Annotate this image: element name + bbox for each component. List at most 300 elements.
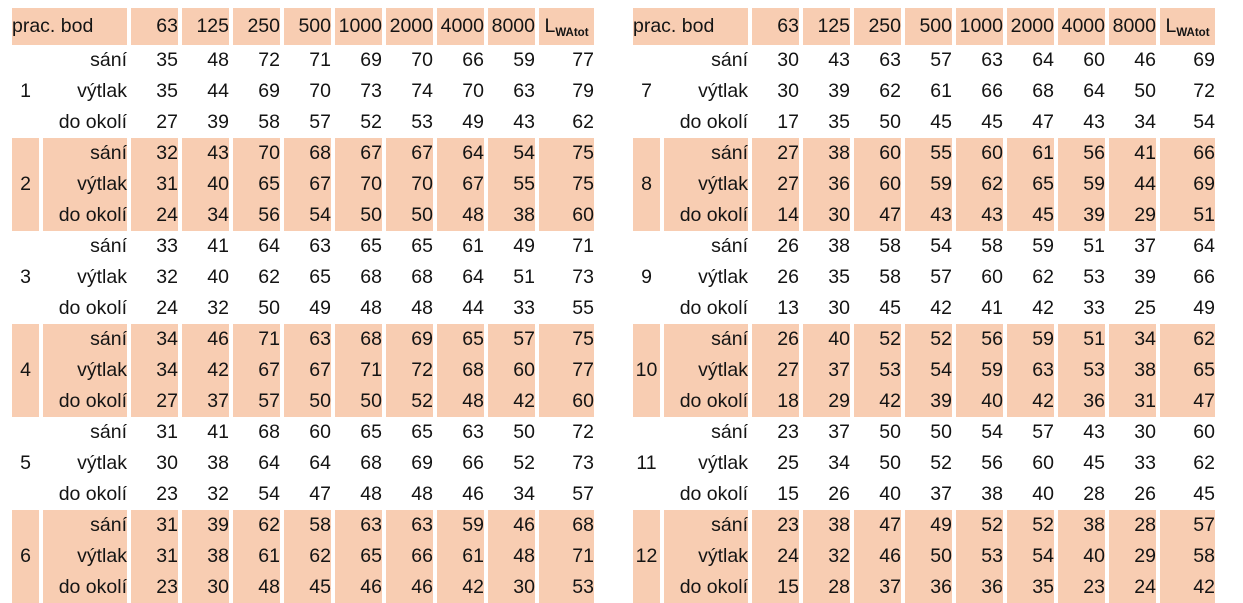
value-cell: 37: [182, 386, 229, 417]
table-row: [12, 262, 594, 293]
value-cell: 64: [1007, 45, 1054, 76]
value-cell: 60: [284, 417, 331, 448]
value-cell: 59: [905, 169, 952, 200]
value-cell: 61: [437, 231, 484, 262]
value-cell: 71: [284, 45, 331, 76]
value-cell: 30: [1109, 417, 1156, 448]
value-cell: 46: [1109, 45, 1156, 76]
value-cell: 27: [131, 386, 178, 417]
value-cell: 18: [752, 386, 799, 417]
value-cell: 27: [752, 355, 799, 386]
value-cell: 23: [752, 510, 799, 541]
table-row: [12, 293, 594, 324]
value-cell: 30: [182, 572, 229, 603]
value-cell: 25: [1109, 293, 1156, 324]
value-cell: 40: [182, 169, 229, 200]
value-cell: 43: [1058, 107, 1105, 138]
value-cell: 53: [854, 355, 901, 386]
value-cell: 46: [335, 572, 382, 603]
total-value-cell: 77: [539, 45, 594, 76]
total-value-cell: 60: [1160, 417, 1215, 448]
total-value-cell: 71: [539, 231, 594, 262]
column-header-freq-4000: 4000: [437, 8, 484, 45]
total-value-cell: 58: [1160, 541, 1215, 572]
table-row: [12, 76, 594, 107]
value-cell: 63: [1007, 355, 1054, 386]
value-cell: 72: [233, 45, 280, 76]
value-cell: 46: [386, 572, 433, 603]
value-cell: 54: [233, 479, 280, 510]
value-cell: 42: [1007, 386, 1054, 417]
value-cell: 50: [905, 417, 952, 448]
value-cell: 31: [131, 169, 178, 200]
value-cell: 34: [1109, 107, 1156, 138]
value-cell: 41: [182, 231, 229, 262]
value-cell: 40: [803, 324, 850, 355]
table-row: [12, 479, 594, 510]
value-cell: 63: [437, 417, 484, 448]
value-cell: 54: [956, 417, 1003, 448]
value-cell: 74: [386, 76, 433, 107]
header-row: [633, 8, 1215, 45]
value-cell: 51: [1058, 231, 1105, 262]
value-cell: 14: [752, 200, 799, 231]
value-cell: 55: [905, 138, 952, 169]
row-label: výtlak: [43, 448, 127, 479]
value-cell: 35: [131, 76, 178, 107]
value-cell: 54: [905, 355, 952, 386]
value-cell: 39: [1109, 262, 1156, 293]
value-cell: 62: [854, 76, 901, 107]
value-cell: 23: [131, 572, 178, 603]
value-cell: 29: [803, 386, 850, 417]
value-cell: 71: [335, 355, 382, 386]
value-cell: 50: [854, 448, 901, 479]
value-cell: 45: [284, 572, 331, 603]
value-cell: 64: [284, 448, 331, 479]
row-label: sání: [43, 510, 127, 541]
table-row: [12, 417, 594, 448]
value-cell: 63: [386, 510, 433, 541]
table-row: [633, 200, 1215, 231]
value-cell: 26: [803, 479, 850, 510]
value-cell: 56: [956, 448, 1003, 479]
value-cell: 48: [488, 541, 535, 572]
value-cell: 68: [437, 355, 484, 386]
value-cell: 36: [1058, 386, 1105, 417]
row-label: do okolí: [43, 572, 127, 603]
value-cell: 35: [131, 45, 178, 76]
value-cell: 30: [131, 448, 178, 479]
value-cell: 50: [335, 200, 382, 231]
value-cell: 68: [335, 262, 382, 293]
value-cell: 46: [182, 324, 229, 355]
column-header-freq-8000: 8000: [1109, 8, 1156, 45]
column-header-freq-2000: 2000: [386, 8, 433, 45]
value-cell: 67: [437, 169, 484, 200]
value-cell: 33: [131, 231, 178, 262]
value-cell: 47: [854, 200, 901, 231]
value-cell: 37: [854, 572, 901, 603]
value-cell: 40: [1007, 479, 1054, 510]
value-cell: 70: [437, 76, 484, 107]
table-row: [633, 293, 1215, 324]
value-cell: 57: [1007, 417, 1054, 448]
value-cell: 60: [854, 169, 901, 200]
value-cell: 48: [335, 293, 382, 324]
value-cell: 42: [854, 386, 901, 417]
value-cell: 60: [956, 138, 1003, 169]
value-cell: 26: [752, 324, 799, 355]
value-cell: 58: [854, 262, 901, 293]
row-label: výtlak: [664, 169, 748, 200]
value-cell: 38: [956, 479, 1003, 510]
total-value-cell: 72: [1160, 76, 1215, 107]
value-cell: 57: [233, 386, 280, 417]
value-cell: 36: [956, 572, 1003, 603]
row-label: do okolí: [43, 293, 127, 324]
value-cell: 50: [233, 293, 280, 324]
total-value-cell: 71: [539, 541, 594, 572]
value-cell: 64: [437, 138, 484, 169]
value-cell: 62: [1007, 262, 1054, 293]
total-value-cell: 55: [539, 293, 594, 324]
value-cell: 65: [386, 417, 433, 448]
value-cell: 56: [233, 200, 280, 231]
value-cell: 72: [386, 355, 433, 386]
value-cell: 46: [488, 510, 535, 541]
value-cell: 65: [335, 541, 382, 572]
row-label: sání: [43, 324, 127, 355]
column-header-freq-63: 63: [752, 8, 799, 45]
value-cell: 50: [335, 386, 382, 417]
value-cell: 53: [386, 107, 433, 138]
value-cell: 49: [905, 510, 952, 541]
table-row: [633, 76, 1215, 107]
value-cell: 60: [956, 262, 1003, 293]
total-value-cell: 54: [1160, 107, 1215, 138]
value-cell: 52: [905, 324, 952, 355]
value-cell: 56: [1058, 138, 1105, 169]
working-point-number: 10: [633, 324, 660, 417]
total-value-cell: 53: [539, 572, 594, 603]
value-cell: 15: [752, 572, 799, 603]
value-cell: 63: [488, 76, 535, 107]
value-cell: 43: [956, 200, 1003, 231]
row-label: sání: [43, 231, 127, 262]
working-point-number: 1: [12, 45, 39, 138]
value-cell: 24: [1109, 572, 1156, 603]
column-header-freq-8000: 8000: [488, 8, 535, 45]
row-label: do okolí: [664, 293, 748, 324]
table-row: [12, 138, 594, 169]
value-cell: 43: [803, 45, 850, 76]
value-cell: 58: [854, 231, 901, 262]
value-cell: 42: [1007, 293, 1054, 324]
total-value-cell: 73: [539, 448, 594, 479]
column-header-freq-125: 125: [182, 8, 229, 45]
value-cell: 52: [488, 448, 535, 479]
value-cell: 38: [803, 231, 850, 262]
row-label: do okolí: [43, 479, 127, 510]
value-cell: 25: [752, 448, 799, 479]
table-row: [633, 262, 1215, 293]
value-cell: 54: [488, 138, 535, 169]
value-cell: 56: [956, 324, 1003, 355]
value-cell: 35: [1007, 572, 1054, 603]
value-cell: 38: [1058, 510, 1105, 541]
value-cell: 31: [131, 510, 178, 541]
value-cell: 33: [488, 293, 535, 324]
value-cell: 45: [1058, 448, 1105, 479]
value-cell: 38: [803, 510, 850, 541]
value-cell: 48: [233, 572, 280, 603]
table-row: [633, 417, 1215, 448]
value-cell: 27: [131, 107, 178, 138]
value-cell: 26: [752, 231, 799, 262]
table-row: [633, 448, 1215, 479]
row-label: sání: [43, 45, 127, 76]
value-cell: 44: [1109, 169, 1156, 200]
value-cell: 42: [905, 293, 952, 324]
table-row: [12, 541, 594, 572]
value-cell: 35: [803, 262, 850, 293]
value-cell: 32: [182, 479, 229, 510]
value-cell: 44: [437, 293, 484, 324]
value-cell: 36: [803, 169, 850, 200]
working-point-number: 2: [12, 138, 39, 231]
value-cell: 45: [1007, 200, 1054, 231]
total-value-cell: 49: [1160, 293, 1215, 324]
row-label: do okolí: [664, 107, 748, 138]
value-cell: 60: [488, 355, 535, 386]
value-cell: 50: [854, 417, 901, 448]
value-cell: 52: [956, 510, 1003, 541]
value-cell: 24: [131, 293, 178, 324]
value-cell: 53: [1058, 355, 1105, 386]
value-cell: 42: [437, 572, 484, 603]
column-header-freq-1000: 1000: [956, 8, 1003, 45]
total-value-cell: 75: [539, 169, 594, 200]
value-cell: 34: [182, 200, 229, 231]
table-row: [12, 45, 594, 76]
value-cell: 43: [488, 107, 535, 138]
value-cell: 59: [1007, 231, 1054, 262]
column-header-freq-500: 500: [905, 8, 952, 45]
value-cell: 50: [854, 107, 901, 138]
value-cell: 41: [956, 293, 1003, 324]
value-cell: 27: [752, 169, 799, 200]
value-cell: 31: [1109, 386, 1156, 417]
value-cell: 39: [905, 386, 952, 417]
value-cell: 30: [752, 45, 799, 76]
value-cell: 50: [1109, 76, 1156, 107]
value-cell: 40: [1058, 541, 1105, 572]
column-header-lwatot: [1160, 8, 1215, 45]
table-row: [12, 324, 594, 355]
value-cell: 64: [437, 262, 484, 293]
column-header-freq-63: 63: [131, 8, 178, 45]
value-cell: 62: [956, 169, 1003, 200]
column-header-freq-500: 500: [284, 8, 331, 45]
value-cell: 15: [752, 479, 799, 510]
value-cell: 52: [905, 448, 952, 479]
value-cell: 66: [437, 448, 484, 479]
row-label: sání: [664, 231, 748, 262]
row-label: sání: [664, 324, 748, 355]
value-cell: 52: [335, 107, 382, 138]
value-cell: 50: [488, 417, 535, 448]
value-cell: 52: [1007, 510, 1054, 541]
value-cell: 73: [335, 76, 382, 107]
value-cell: 65: [335, 417, 382, 448]
column-header-freq-125: 125: [803, 8, 850, 45]
value-cell: 63: [284, 231, 331, 262]
value-cell: 67: [386, 138, 433, 169]
row-label: výtlak: [43, 541, 127, 572]
value-cell: 65: [284, 262, 331, 293]
value-cell: 30: [752, 76, 799, 107]
value-cell: 52: [854, 324, 901, 355]
total-value-cell: 75: [539, 324, 594, 355]
total-value-cell: 60: [539, 200, 594, 231]
row-label: sání: [664, 138, 748, 169]
value-cell: 38: [488, 200, 535, 231]
total-value-cell: 64: [1160, 231, 1215, 262]
value-cell: 67: [233, 355, 280, 386]
value-cell: 45: [905, 107, 952, 138]
total-value-cell: 72: [539, 417, 594, 448]
value-cell: 24: [131, 200, 178, 231]
value-cell: 63: [284, 324, 331, 355]
value-cell: 48: [182, 45, 229, 76]
value-cell: 47: [284, 479, 331, 510]
value-cell: 42: [488, 386, 535, 417]
working-point-number: 11: [633, 417, 660, 510]
value-cell: 51: [1058, 324, 1105, 355]
total-value-cell: 42: [1160, 572, 1215, 603]
value-cell: 47: [854, 510, 901, 541]
total-value-cell: 66: [1160, 138, 1215, 169]
value-cell: 44: [182, 76, 229, 107]
total-value-cell: 62: [539, 107, 594, 138]
table-row: [12, 107, 594, 138]
row-label: sání: [664, 417, 748, 448]
value-cell: 50: [386, 200, 433, 231]
column-header-freq-250: 250: [233, 8, 280, 45]
value-cell: 32: [182, 293, 229, 324]
value-cell: 66: [386, 541, 433, 572]
table-row: [633, 479, 1215, 510]
value-cell: 57: [905, 262, 952, 293]
table-row: [633, 355, 1215, 386]
value-cell: 48: [437, 386, 484, 417]
row-label: do okolí: [43, 107, 127, 138]
column-header-freq-4000: 4000: [1058, 8, 1105, 45]
total-value-cell: 79: [539, 76, 594, 107]
value-cell: 28: [803, 572, 850, 603]
value-cell: 59: [488, 45, 535, 76]
total-value-cell: 77: [539, 355, 594, 386]
table-row: [633, 138, 1215, 169]
value-cell: 60: [1007, 448, 1054, 479]
row-label: sání: [43, 138, 127, 169]
value-cell: 34: [131, 324, 178, 355]
column-header-prac-bod: prac. bod: [12, 8, 127, 45]
value-cell: 48: [386, 293, 433, 324]
table-row: [12, 572, 594, 603]
value-cell: 39: [1058, 200, 1105, 231]
value-cell: 58: [956, 231, 1003, 262]
value-cell: 38: [1109, 355, 1156, 386]
working-point-number: 6: [12, 510, 39, 603]
table-row: [12, 355, 594, 386]
value-cell: 59: [956, 355, 1003, 386]
value-cell: 54: [284, 200, 331, 231]
value-cell: 61: [905, 76, 952, 107]
column-header-freq-250: 250: [854, 8, 901, 45]
row-label: do okolí: [43, 386, 127, 417]
value-cell: 49: [488, 231, 535, 262]
value-cell: 43: [905, 200, 952, 231]
value-cell: 39: [803, 76, 850, 107]
working-point-number: 5: [12, 417, 39, 510]
value-cell: 57: [488, 324, 535, 355]
value-cell: 40: [854, 479, 901, 510]
value-cell: 50: [905, 541, 952, 572]
column-header-lwatot: [539, 8, 594, 45]
header-row: [12, 8, 594, 45]
row-label: výtlak: [664, 262, 748, 293]
value-cell: 55: [488, 169, 535, 200]
value-cell: 66: [956, 76, 1003, 107]
value-cell: 70: [386, 169, 433, 200]
value-cell: 64: [1058, 76, 1105, 107]
column-header-prac-bod: prac. bod: [633, 8, 748, 45]
value-cell: 62: [233, 510, 280, 541]
table-row: [633, 572, 1215, 603]
value-cell: 46: [854, 541, 901, 572]
value-cell: 37: [905, 479, 952, 510]
value-cell: 27: [752, 138, 799, 169]
lwatot-subscript: WAtot: [1176, 26, 1210, 39]
row-label: výtlak: [43, 355, 127, 386]
total-value-cell: 57: [539, 479, 594, 510]
value-cell: 34: [131, 355, 178, 386]
value-cell: 62: [233, 262, 280, 293]
value-cell: 58: [284, 510, 331, 541]
value-cell: 70: [386, 45, 433, 76]
value-cell: 23: [131, 479, 178, 510]
row-label: výtlak: [43, 262, 127, 293]
value-cell: 53: [956, 541, 1003, 572]
value-cell: 60: [1058, 45, 1105, 76]
value-cell: 48: [335, 479, 382, 510]
value-cell: 59: [1058, 169, 1105, 200]
value-cell: 65: [233, 169, 280, 200]
value-cell: 46: [437, 479, 484, 510]
value-cell: 69: [233, 76, 280, 107]
frequency-table-left: [8, 8, 598, 603]
value-cell: 53: [1058, 262, 1105, 293]
working-point-number: 7: [633, 45, 660, 138]
value-cell: 70: [233, 138, 280, 169]
row-label: do okolí: [664, 386, 748, 417]
total-value-cell: 69: [1160, 169, 1215, 200]
working-point-number: 8: [633, 138, 660, 231]
row-label: do okolí: [664, 200, 748, 231]
total-value-cell: 60: [539, 386, 594, 417]
